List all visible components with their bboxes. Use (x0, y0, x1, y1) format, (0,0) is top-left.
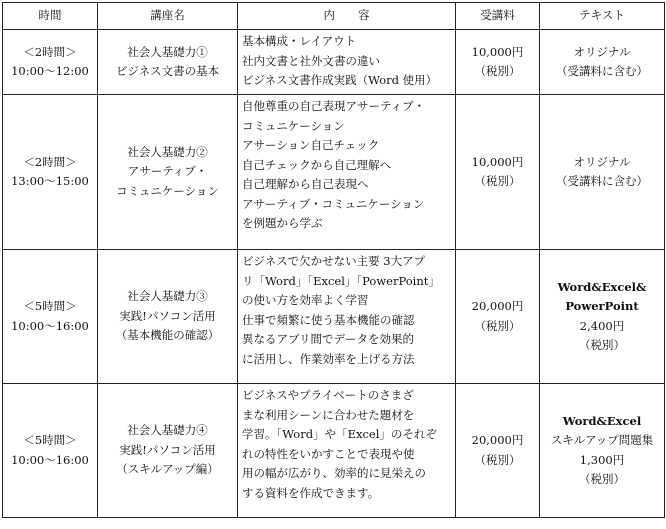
content-line: まな利用シーンに合わせた題材を (242, 407, 415, 422)
course-line: 社会人基礎力① (127, 44, 208, 59)
text-line: （税別） (579, 338, 625, 352)
content-line: 異なるアプリ間でデータを効果的 (242, 332, 415, 346)
course-cell (98, 95, 238, 250)
course-cell (98, 30, 238, 95)
course-line: （基本機能の確認） (115, 328, 220, 343)
course-line: （スキルアップ編） (116, 462, 219, 477)
course-cell (98, 250, 238, 384)
fee-note: （税別） (474, 174, 521, 188)
content-line: 基本構成・レイアウト (242, 34, 357, 48)
fee-amount: 10,000円 (471, 44, 524, 59)
content-line: アサーティブ・コミュニケーション (242, 196, 425, 211)
fee-amount: 20,000円 (471, 299, 524, 313)
course-line: 実践!パソコン活用 (119, 308, 216, 323)
header-course: 講座名 (98, 3, 238, 30)
duration: ＜5時間＞ (23, 299, 77, 313)
course-cell (98, 384, 238, 518)
text-line: PowerPoint (565, 299, 639, 313)
text-cell (540, 95, 665, 250)
duration: ＜5時間＞ (23, 433, 77, 447)
content-line: ビジネス文書作成実践（Word 使用） (242, 73, 438, 87)
course-line: 実践!パソコン活用 (119, 442, 216, 457)
content-line: を例題から学ぶ (242, 216, 323, 230)
text-line: オリジナル (573, 154, 631, 169)
content-line: 社内文書と社外文書の違い (242, 53, 380, 68)
content-cell (238, 250, 456, 384)
course-line: ビジネス文書の基本 (115, 64, 220, 78)
text-price: 2,400円 (579, 318, 625, 333)
course-line: コミュニケーション (116, 183, 219, 198)
content-line: リ「Word」「Excel」「PowerPoint」 (242, 273, 440, 288)
content-line: 自己チェックから自己理解へ (242, 157, 392, 172)
content-line: する資料を作成できます。 (242, 485, 380, 500)
duration: ＜2時間＞ (23, 44, 77, 59)
course-table (2, 2, 665, 518)
fee-cell (456, 250, 540, 384)
content-line: 用の幅が広がり、効率的に見栄えの (242, 466, 426, 480)
text-line: （受講料に含む） (556, 174, 648, 188)
content-line: に活用し、作業効率を上げる方法 (242, 351, 415, 366)
content-line: 仕事で頻繁に使う基本機能の確認 (242, 312, 415, 327)
content-cell (238, 95, 456, 250)
header-row (3, 3, 665, 30)
content-line: 自己理解から自己表現へ (242, 177, 369, 191)
time-cell (3, 250, 98, 384)
table-row (3, 95, 665, 250)
text-price: 1,300円 (579, 452, 625, 467)
course-line: 社会人基礎力② (127, 144, 208, 159)
header-fee: 受講料 (456, 3, 540, 30)
fee-note: （税別） (474, 452, 521, 467)
table-row (3, 384, 665, 518)
course-table-container (2, 2, 665, 518)
text-cell (540, 30, 665, 95)
table-row (3, 250, 665, 384)
hours: 10:00～16:00 (11, 318, 89, 333)
text-line: Word&Excel (562, 413, 642, 428)
content-line: 自他尊重の自己表現アサーティブ・ (242, 99, 426, 113)
fee-note: （税別） (474, 318, 521, 333)
fee-note: （税別） (474, 64, 521, 78)
header-time: 時間 (3, 3, 98, 30)
text-cell (540, 384, 665, 518)
content-line: の使い方を効率よく学習 (242, 293, 369, 307)
content-line: アサーション自己チェック (242, 138, 380, 152)
time-cell (3, 384, 98, 518)
fee-amount: 10,000円 (471, 154, 524, 169)
course-line: 社会人基礎力③ (127, 289, 208, 304)
hours: 13:00～15:00 (11, 174, 89, 188)
content-line: 学習。「Word」や「Excel」のそれぞ (242, 427, 437, 441)
time-cell (3, 95, 98, 250)
fee-cell (456, 384, 540, 518)
course-line: アサーティブ・ (127, 164, 208, 179)
content-line: ビジネスで欠かせない主要 3大アプ (242, 254, 426, 268)
header-text: テキスト (540, 3, 665, 30)
time-cell (3, 30, 98, 95)
content-line: コミュニケーション (242, 118, 345, 133)
header-content: 内 容 (238, 3, 456, 30)
text-line: Word&Excel& (557, 279, 647, 294)
content-line: れの特性をいかすことで表現や使 (242, 446, 415, 461)
content-line: ビジネスやプライベートのさまざ (242, 388, 414, 402)
text-line: オリジナル (573, 44, 631, 59)
text-cell (540, 250, 665, 384)
fee-cell (456, 30, 540, 95)
text-line: （税別） (579, 472, 625, 486)
text-line: スキルアップ問題集 (550, 433, 654, 447)
fee-cell (456, 95, 540, 250)
table-row (3, 30, 665, 95)
content-cell (238, 384, 456, 518)
text-line: （受講料に含む） (556, 64, 648, 78)
hours: 10:00～16:00 (11, 452, 89, 467)
content-cell (238, 30, 456, 95)
course-line: 社会人基礎力④ (127, 423, 208, 438)
hours: 10:00～12:00 (11, 64, 89, 78)
duration: ＜2時間＞ (23, 154, 77, 169)
fee-amount: 20,000円 (471, 433, 524, 447)
